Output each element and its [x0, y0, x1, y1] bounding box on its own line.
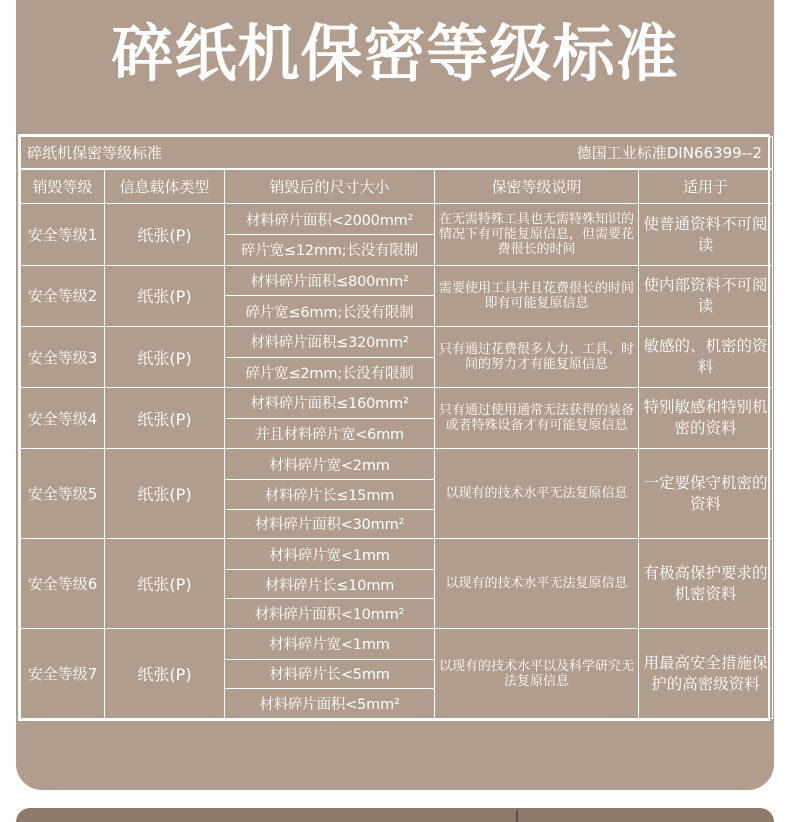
- carrier-type-cell: 纸张(P): [105, 388, 225, 449]
- header-applies: 适用于: [639, 169, 773, 204]
- table-caption: 碎纸机保密等级标准: [21, 137, 435, 170]
- carrier-type-cell: 纸张(P): [105, 539, 225, 629]
- size-cell: 材料碎片面积<30mm²: [225, 509, 435, 539]
- table-header-row: [21, 169, 773, 204]
- security-level-cell: 安全等级6: [21, 539, 105, 629]
- table-row: [21, 629, 773, 660]
- header-size: 销毁后的尺寸大小: [225, 169, 435, 204]
- size-cell: 材料碎片面积<10mm²: [225, 599, 435, 629]
- description-cell: 只有通过使用通常无法获得的装备或者特殊设备才有可能复原信息: [435, 388, 639, 449]
- header-description: 保密等级说明: [435, 169, 639, 204]
- applies-to-cell: 有极高保护要求的机密资料: [639, 539, 773, 629]
- size-cell: 材料碎片面积≤800mm²: [225, 265, 435, 296]
- description-cell: 以现有的技术水平无法复原信息: [435, 449, 639, 539]
- size-cell: 材料碎片面积<2000mm²: [225, 204, 435, 235]
- security-level-cell: 安全等级7: [21, 629, 105, 719]
- standard-label: 德国工业标准DIN66399--2: [435, 137, 773, 170]
- table-caption-row: [21, 137, 773, 170]
- size-cell: 材料碎片面积≤160mm²: [225, 388, 435, 419]
- size-cell: 材料碎片宽<1mm: [225, 629, 435, 660]
- size-cell: 材料碎片宽<2mm: [225, 449, 435, 480]
- size-cell: 碎片宽≤12mm;长没有限制: [225, 235, 435, 266]
- size-cell: 材料碎片宽<1mm: [225, 539, 435, 570]
- table-row: [21, 449, 773, 480]
- applies-to-cell: 用最高安全措施保护的高密级资料: [639, 629, 773, 719]
- table-row: [21, 204, 773, 235]
- size-cell: 材料碎片长<5mm: [225, 659, 435, 689]
- carrier-type-cell: 纸张(P): [105, 449, 225, 539]
- size-cell: 材料碎片长≤10mm: [225, 569, 435, 599]
- size-cell: 材料碎片面积<5mm²: [225, 689, 435, 719]
- security-level-cell: 安全等级1: [21, 204, 105, 265]
- description-cell: 需要使用工具并且花费很长的时间即有可能复原信息: [435, 265, 639, 326]
- size-cell: 并且材料碎片宽<6mm: [225, 418, 435, 449]
- applies-to-cell: 使普通资料不可阅读: [639, 204, 773, 265]
- description-cell: 在无需特殊工具也无需特殊知识的情况下有可能复原信息，但需要花费很长的时间: [435, 204, 639, 265]
- table-row: [21, 326, 773, 357]
- size-cell: 碎片宽≤2mm;长没有限制: [225, 357, 435, 388]
- description-cell: 以现有的技术水平无法复原信息: [435, 539, 639, 629]
- header-carrier: 信息载体类型: [105, 169, 225, 204]
- applies-to-cell: 特别敏感和特别机密的资料: [639, 388, 773, 449]
- table-row: [21, 388, 773, 419]
- carrier-type-cell: 纸张(P): [105, 629, 225, 719]
- security-level-table: [18, 134, 770, 721]
- description-cell: 只有通过花费很多人力、工具、时间的努力才有能复原信息: [435, 326, 639, 387]
- size-cell: 材料碎片长≤15mm: [225, 480, 435, 510]
- header-level: 销毁等级: [21, 169, 105, 204]
- security-level-cell: 安全等级3: [21, 326, 105, 387]
- carrier-type-cell: 纸张(P): [105, 265, 225, 326]
- applies-to-cell: 使内部资料不可阅读: [639, 265, 773, 326]
- divider: [516, 810, 518, 822]
- table-row: [21, 265, 773, 296]
- carrier-type-cell: 纸张(P): [105, 204, 225, 265]
- carrier-type-cell: 纸张(P): [105, 326, 225, 387]
- table-row: [21, 539, 773, 570]
- applies-to-cell: 敏感的、机密的资料: [639, 326, 773, 387]
- applies-to-cell: 一定要保守机密的资料: [639, 449, 773, 539]
- page-title: 碎纸机保密等级标准: [111, 17, 679, 90]
- next-section-edge: [16, 808, 774, 822]
- security-level-cell: 安全等级4: [21, 388, 105, 449]
- description-cell: 以现有的技术水平以及科学研究无法复原信息: [435, 629, 639, 719]
- size-cell: 材料碎片面积≤320mm²: [225, 326, 435, 357]
- security-level-cell: 安全等级5: [21, 449, 105, 539]
- security-level-cell: 安全等级2: [21, 265, 105, 326]
- size-cell: 碎片宽≤6mm;长没有限制: [225, 296, 435, 327]
